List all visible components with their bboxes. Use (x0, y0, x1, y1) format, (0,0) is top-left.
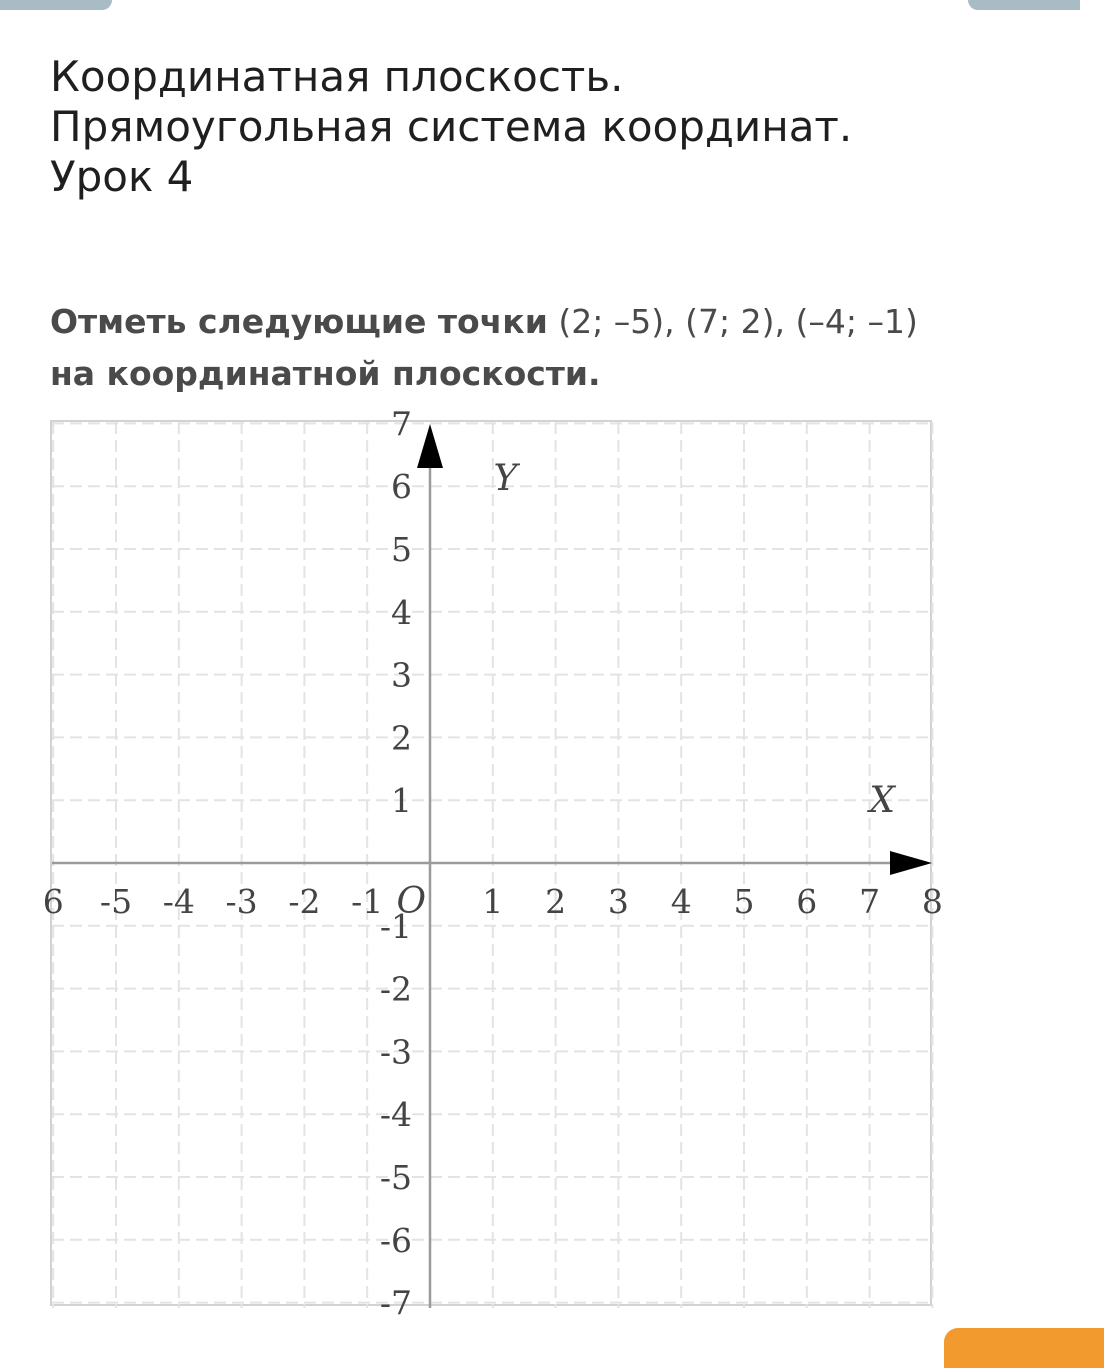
x-tick-label: -1 (351, 882, 384, 921)
task-instruction-end: на координатной плоскости. (50, 354, 601, 393)
y-tick-label: -7 (379, 1283, 412, 1323)
y-tick-label: 6 (391, 467, 412, 507)
coordinate-plane-svg[interactable] (42, 404, 943, 1323)
y-tick-label: -6 (379, 1220, 412, 1260)
task-text (50, 296, 1030, 400)
y-tick-label: 3 (391, 655, 412, 695)
y-tick-label: 5 (391, 530, 412, 569)
lesson-title (50, 52, 1030, 202)
y-axis-label: Y (493, 458, 518, 500)
y-axis-arrow (417, 424, 443, 468)
x-axis-label: X (869, 780, 895, 822)
coordinate-plane[interactable] (42, 404, 943, 1323)
task-points: (2; –5), (7; 2), (–4; –1) (547, 302, 918, 341)
x-tick-label: 5 (733, 882, 755, 921)
y-tick-label: 1 (391, 781, 412, 821)
grid (52, 422, 934, 1308)
x-tick-label: 6 (42, 882, 64, 921)
y-tick-label: -2 (379, 969, 412, 1009)
x-tick-label: 7 (859, 882, 881, 921)
x-tick-label: 3 (607, 882, 629, 921)
y-tick-label: -4 (379, 1095, 412, 1135)
y-tick-label: 2 (391, 718, 412, 758)
lesson-title-line-2: Прямоугольная система координат. (50, 102, 853, 151)
y-tick-label: 4 (391, 592, 412, 632)
top-right-tab[interactable] (968, 0, 1080, 10)
lesson-title-line-1: Координатная плоскость. (50, 52, 624, 101)
x-tick-label: 1 (482, 882, 504, 921)
task-instruction: Отметь следующие точки (50, 302, 548, 341)
x-axis-arrow (890, 851, 932, 875)
x-tick-label: -3 (225, 882, 258, 921)
y-tick-label: -1 (379, 906, 412, 946)
x-tick-label: -2 (288, 882, 321, 921)
y-tick-label: 7 (391, 404, 412, 444)
origin-label: O (396, 881, 426, 922)
next-button[interactable] (944, 1328, 1104, 1368)
x-tick-label: 6 (796, 882, 818, 921)
y-tick-label: -3 (379, 1032, 412, 1072)
x-tick-label: 4 (670, 882, 692, 921)
x-tick-label: -4 (162, 882, 195, 921)
x-tick-label: 2 (545, 882, 567, 921)
top-left-tab[interactable] (0, 0, 112, 10)
y-tick-label: -5 (379, 1158, 412, 1197)
lesson-title-line-3: Урок 4 (50, 152, 194, 201)
x-tick-label: 8 (921, 882, 943, 921)
x-tick-label: -5 (99, 882, 133, 921)
